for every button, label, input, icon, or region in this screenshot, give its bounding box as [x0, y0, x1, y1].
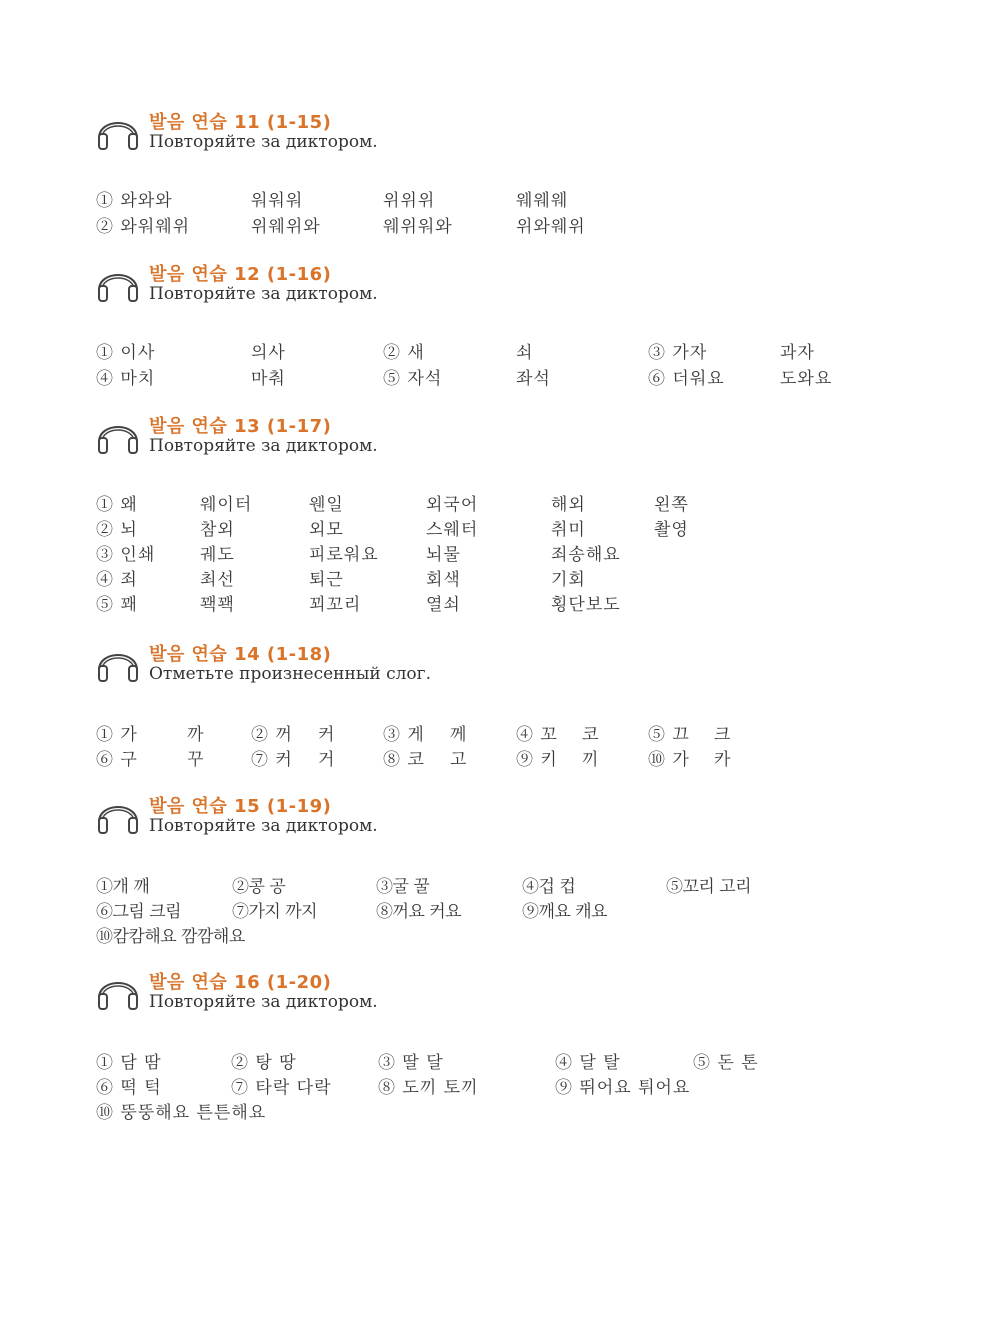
item: ⑥ 구 [96, 750, 138, 770]
item: ⑦ 타락 다락 [231, 1078, 332, 1098]
item: 코 [582, 725, 600, 745]
item: 거 [318, 750, 336, 770]
item: 카 [714, 750, 732, 770]
item: ⑩캄캄해요 깜깜해요 [96, 927, 245, 947]
headphones-icon [94, 640, 142, 684]
item: ② 와워웨위 [96, 217, 191, 237]
exercise-instruction: Повторяйте за диктором. [149, 284, 378, 304]
item: ⑥ 더워요 [648, 369, 725, 389]
item: ①개 깨 [96, 877, 150, 897]
item: 쇠 [516, 343, 534, 363]
item: 열쇠 [426, 595, 461, 615]
item: ⑦ 커 [251, 750, 293, 770]
item: ⑥ 떡 턱 [96, 1078, 162, 1098]
item: ⑥그림 크림 [96, 902, 182, 922]
item: ① 담 땀 [96, 1053, 162, 1073]
item: 웨위워와 [383, 217, 453, 237]
item: ④ 달 탈 [555, 1053, 621, 1073]
headphones-icon [94, 260, 142, 304]
item: 께 [450, 725, 468, 745]
item: ⑨깨요 캐요 [522, 902, 608, 922]
item: 끼 [582, 750, 600, 770]
exercise-instruction: Повторяйте за диктором. [149, 816, 378, 836]
item: 참외 [200, 520, 235, 540]
item: 해외 [551, 495, 586, 515]
item: 외모 [309, 520, 344, 540]
item: 웬일 [309, 495, 344, 515]
exercise-title: 발음 연습 13 (1-17) [149, 416, 332, 437]
item: 위웨위와 [251, 217, 321, 237]
item: 퇴근 [309, 570, 344, 590]
item: 취미 [551, 520, 586, 540]
item: ③ 딸 달 [378, 1053, 444, 1073]
item: ⑧ 코 [383, 750, 425, 770]
item: 최선 [200, 570, 235, 590]
item: ② 뇌 [96, 520, 138, 540]
item: 횡단보도 [551, 595, 621, 615]
item: ⑨ 뛰어요 튀어요 [555, 1078, 691, 1098]
item: 죄송해요 [551, 545, 621, 565]
item: 의사 [251, 343, 286, 363]
item: 웨이터 [200, 495, 253, 515]
item: 커 [318, 725, 336, 745]
item: 위와웨위 [516, 217, 586, 237]
item: 촬영 [654, 520, 689, 540]
item: ① 이사 [96, 343, 156, 363]
headphones-icon [94, 792, 142, 836]
item: ④겁 컵 [522, 877, 576, 897]
exercise-title: 발음 연습 15 (1-19) [149, 796, 332, 817]
exercise-instruction: Повторяйте за диктором. [149, 436, 378, 456]
item: ③굴 꿀 [376, 877, 430, 897]
exercise-title: 발음 연습 12 (1-16) [149, 264, 332, 285]
item: 기회 [551, 570, 586, 590]
item: 궤도 [200, 545, 235, 565]
item: ⑤ 꽤 [96, 595, 138, 615]
item: ⑤ 자석 [383, 369, 443, 389]
item: 꾀꼬리 [309, 595, 362, 615]
item: ③ 게 [383, 725, 425, 745]
item: 과자 [780, 343, 815, 363]
item: 크 [714, 725, 732, 745]
item: ⑤꼬리 고리 [666, 877, 752, 897]
headphones-icon [94, 108, 142, 152]
item: 까 [187, 725, 205, 745]
item: ③ 인쇄 [96, 545, 156, 565]
exercise-title: 발음 연습 11 (1-15) [149, 112, 332, 133]
item: 뇌물 [426, 545, 461, 565]
item: 위위위 [383, 191, 436, 211]
item: ②콩 공 [232, 877, 286, 897]
item: ② 새 [383, 343, 425, 363]
item: ④ 꼬 [516, 725, 558, 745]
exercise-title: 발음 연습 14 (1-18) [149, 644, 332, 665]
item: ② 꺼 [251, 725, 293, 745]
item: ⑦가지 까지 [232, 902, 318, 922]
exercise-instruction: Повторяйте за диктором. [149, 132, 378, 152]
item: 스웨터 [426, 520, 479, 540]
exercise-instruction: Повторяйте за диктором. [149, 992, 378, 1012]
exercise-instruction: Отметьте произнесенный слог. [149, 664, 431, 684]
item: ④ 마치 [96, 369, 156, 389]
item: 고 [450, 750, 468, 770]
item: ① 왜 [96, 495, 138, 515]
item: 도와요 [780, 369, 833, 389]
item: ⑧꺼요 커요 [376, 902, 462, 922]
headphones-icon [94, 968, 142, 1012]
item: ⑩ 가 [648, 750, 690, 770]
item: ⑩ 뚱뚱해요 튼튼해요 [96, 1103, 267, 1123]
item: 외국어 [426, 495, 479, 515]
item: ⑨ 키 [516, 750, 558, 770]
item: ① 가 [96, 725, 138, 745]
item: 웨웨웨 [516, 191, 569, 211]
item: ⑧ 도끼 토끼 [378, 1078, 479, 1098]
item: 좌석 [516, 369, 551, 389]
item: 회색 [426, 570, 461, 590]
item: 꾸 [187, 750, 205, 770]
item: ① 와와와 [96, 191, 173, 211]
item: 꽥꽥 [200, 595, 235, 615]
item: ⑤ 돈 톤 [693, 1053, 759, 1073]
item: 마춰 [251, 369, 286, 389]
headphones-icon [94, 412, 142, 456]
item: ⑤ 끄 [648, 725, 690, 745]
item: ④ 죄 [96, 570, 138, 590]
exercise-title: 발음 연습 16 (1-20) [149, 972, 332, 993]
item: 피로워요 [309, 545, 379, 565]
item: 워워워 [251, 191, 304, 211]
item: ② 탕 땅 [231, 1053, 297, 1073]
item: ③ 가자 [648, 343, 708, 363]
item: 왼쪽 [654, 495, 689, 515]
